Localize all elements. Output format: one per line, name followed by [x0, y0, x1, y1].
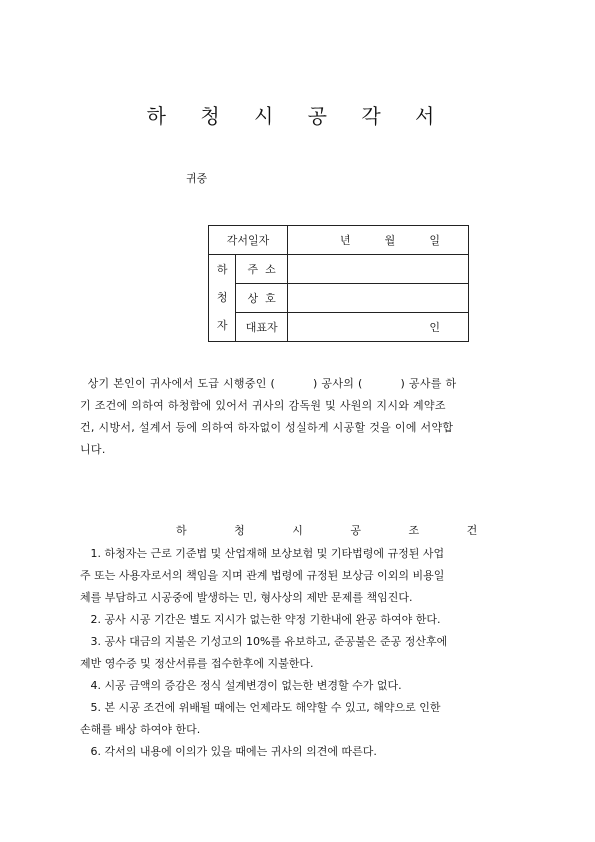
seal-mark: 인	[429, 321, 440, 334]
group-char: 청	[216, 291, 228, 304]
date-year-label: 년	[340, 234, 351, 247]
representative-row	[209, 313, 469, 342]
condition-line: 1. 하청자는 근로 기준법 및 산업재해 보상보험 및 기타법령에 규정된 사업	[80, 547, 445, 560]
representative-label: 대표자	[236, 313, 288, 342]
condition-line: 주 또는 사용자로서의 책임을 지며 관계 법령에 규정된 보상금 이외의 비용일	[80, 569, 445, 582]
condition-line: 5. 본 시공 조건에 위배될 때에는 언제라도 해약할 수 있고, 해약으로 인한	[80, 701, 441, 714]
condition-line: 6. 각서의 내용에 이의가 있을 때에는 귀사의 의견에 따른다.	[80, 745, 377, 758]
company-field[interactable]	[288, 284, 469, 313]
date-day-label: 일	[429, 234, 440, 247]
representative-field[interactable]	[288, 313, 469, 342]
condition-line: 2. 공사 시공 기간은 별도 지시가 없는한 약정 기한내에 완공 하여야 한다.	[80, 613, 441, 626]
address-label: 주 소	[236, 255, 288, 284]
date-field[interactable]	[288, 226, 469, 255]
date-row	[209, 226, 469, 255]
condition-line: 3. 공사 대금의 지불은 기성고의 10%를 유보하고, 준공불은 준공 정산후에	[80, 635, 448, 648]
pledge-line: 상기 본인이 귀사에서 도급 시행중인 ( ) 공사의 ( ) 공사를 하	[80, 377, 457, 390]
subcontractor-group-label	[209, 255, 236, 342]
conditions-list	[80, 543, 520, 763]
condition-line: 손해를 배상 하여야 한다.	[80, 723, 201, 736]
group-char: 하	[216, 263, 228, 276]
address-row	[209, 255, 469, 284]
pledge-line: 니다.	[80, 443, 106, 456]
condition-line: 제반 영수증 및 정산서류를 접수한후에 지불한다.	[80, 657, 314, 670]
company-row	[209, 284, 469, 313]
pledge-info-table	[208, 225, 469, 342]
group-char: 자	[216, 319, 228, 332]
date-label: 각서일자	[209, 226, 288, 255]
pledge-line: 건, 시방서, 설계서 등에 의하여 하자없이 성실하게 시공할 것을 이에 서약합	[80, 421, 454, 434]
condition-line: 4. 시공 금액의 증감은 정식 설계변경이 없는한 변경할 수가 없다.	[80, 679, 402, 692]
document-title: 하 청 시 공 각 서	[146, 104, 449, 128]
condition-line: 체를 부담하고 시공중에 발생하는 민, 형사상의 제반 문제를 책임진다.	[80, 591, 413, 604]
company-label: 상 호	[236, 284, 288, 313]
pledge-line: 기 조건에 의하여 하청함에 있어서 귀사의 감독원 및 사원의 지시와 계약조	[80, 399, 446, 412]
date-month-label: 월	[384, 234, 396, 247]
conditions-title: 하 청 시 공 조 건	[176, 524, 500, 537]
address-field[interactable]	[288, 255, 469, 284]
pledge-paragraph	[80, 373, 520, 461]
recipient-line: 귀중	[186, 172, 208, 185]
